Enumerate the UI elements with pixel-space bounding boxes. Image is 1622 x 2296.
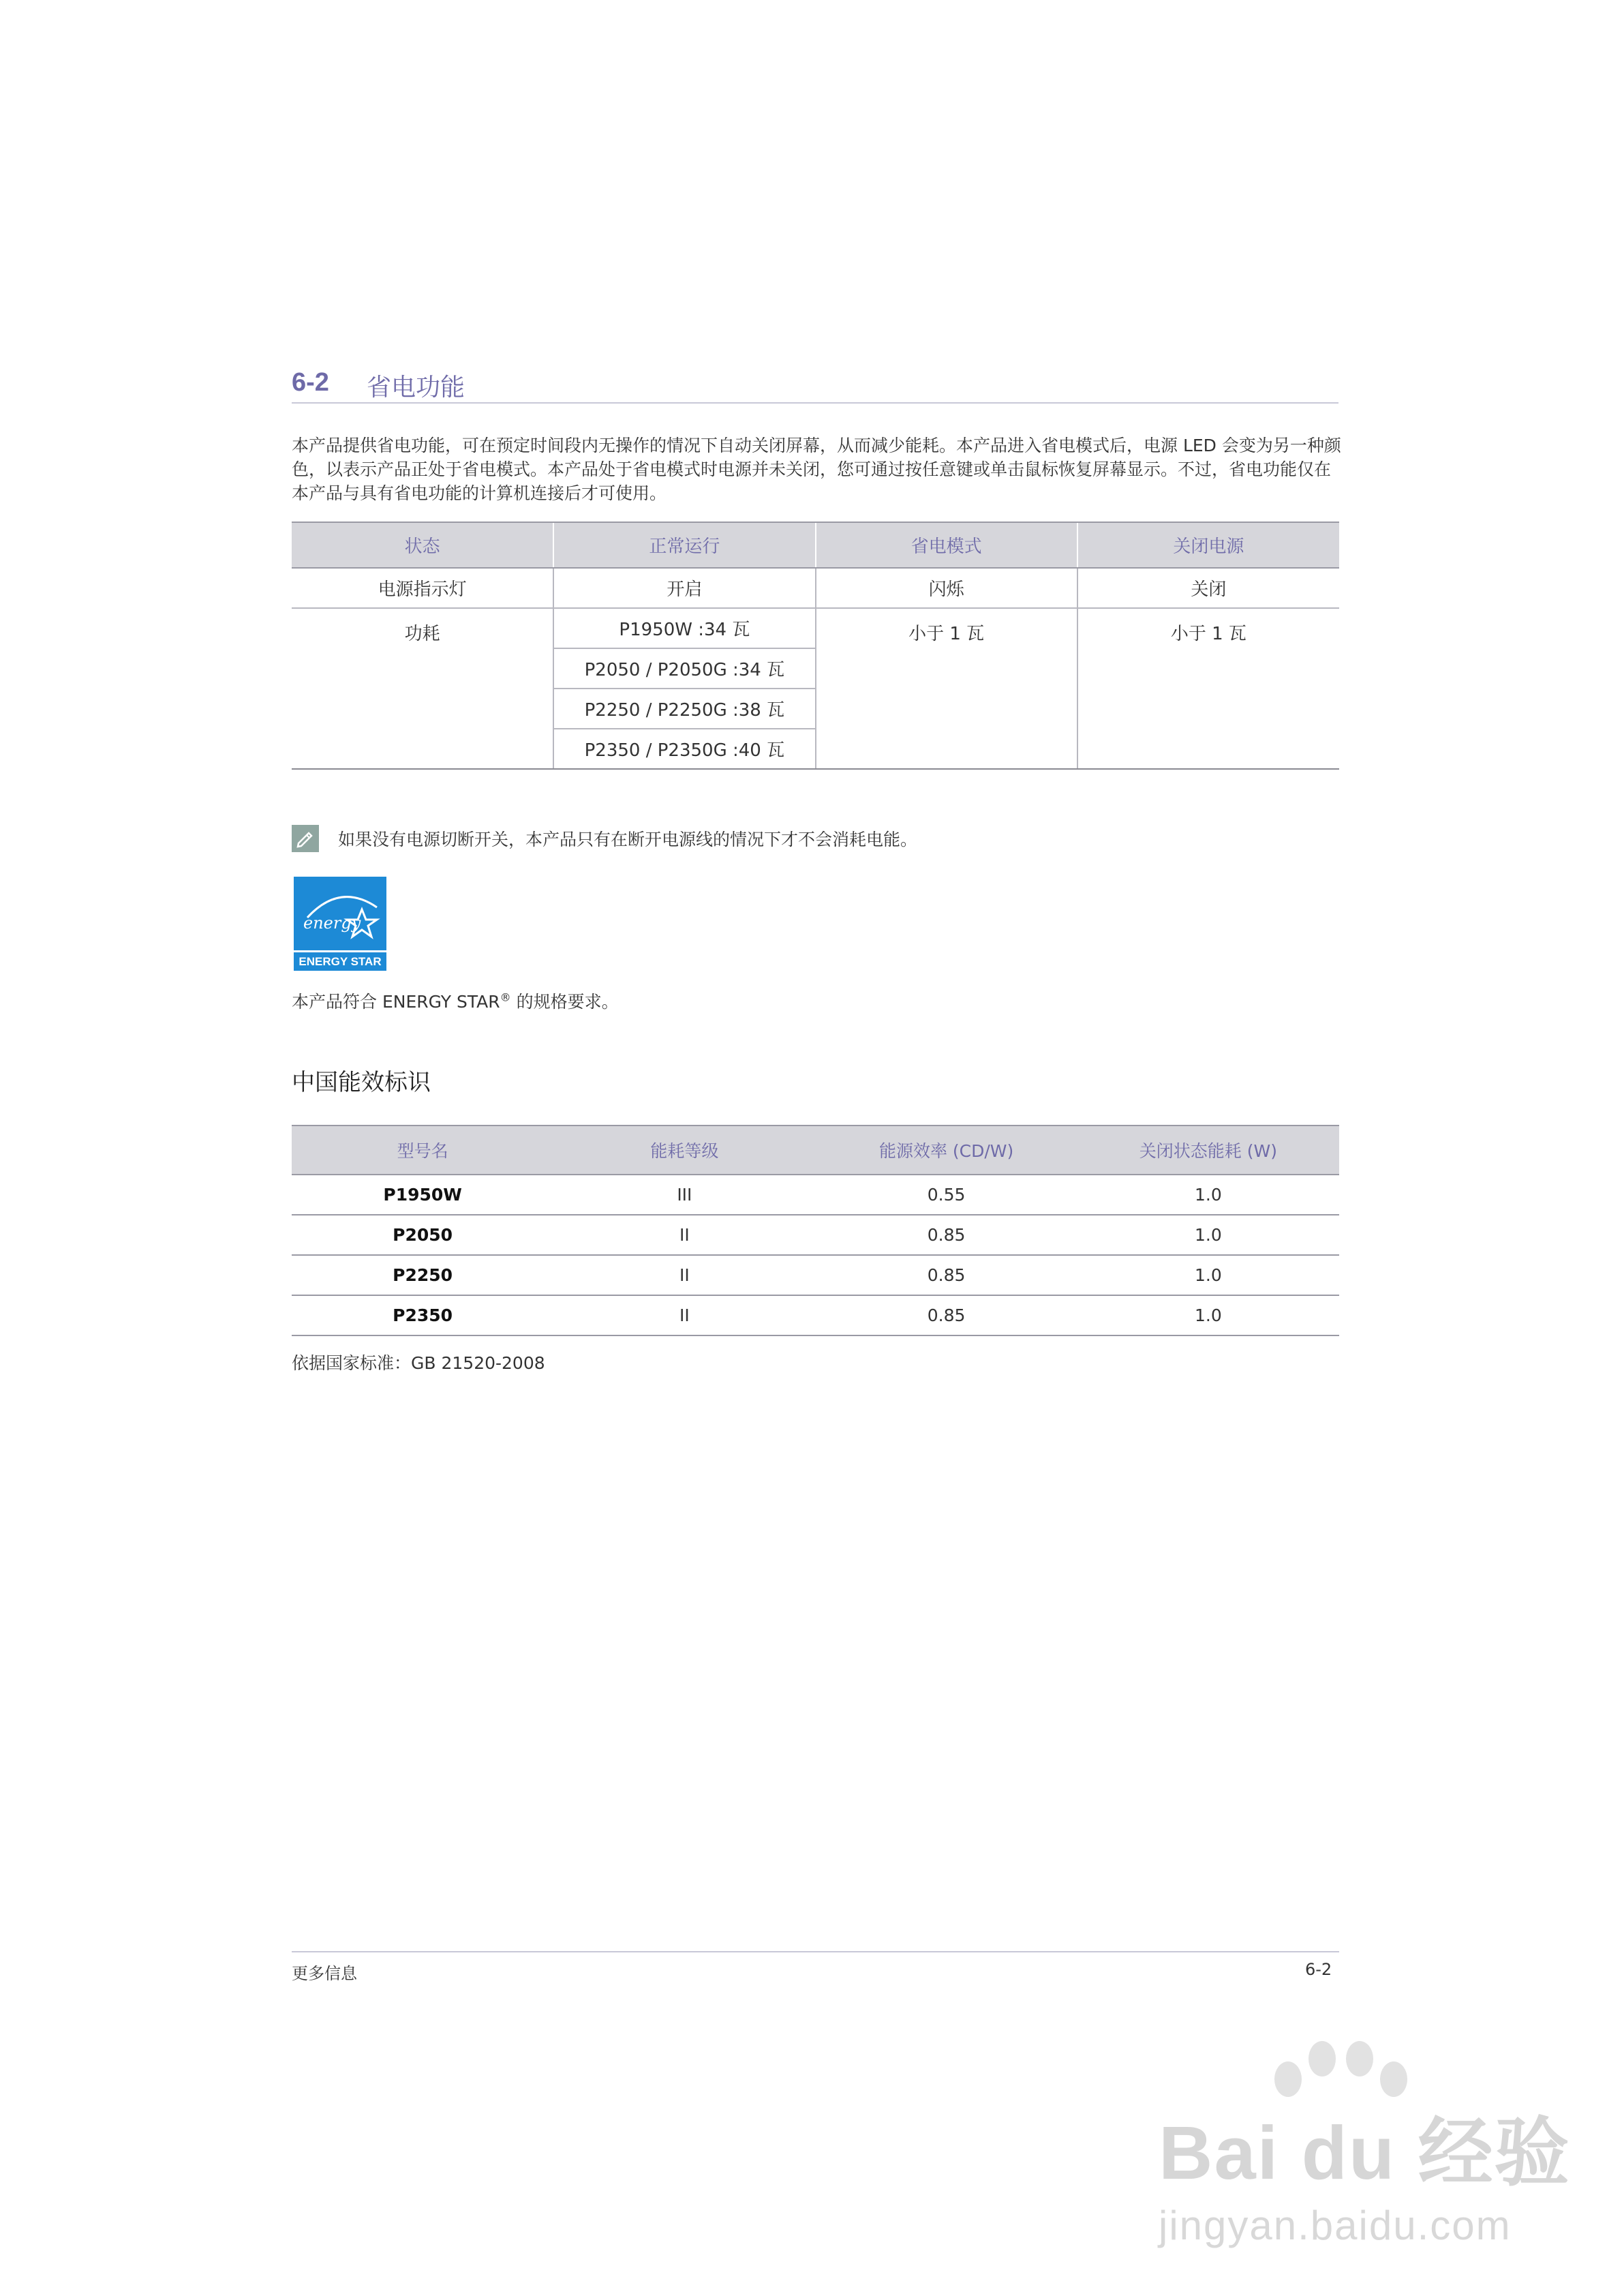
off-power-cell: 1.0 — [1077, 1255, 1339, 1295]
header-grade: 能耗等级 — [553, 1126, 815, 1175]
power-table-header-row — [292, 522, 1339, 568]
table-row — [292, 1175, 1339, 1215]
page-number: 6-2 — [1305, 1960, 1332, 1979]
china-label-title: 中国能效标识 — [292, 1069, 431, 1096]
energy-star-compliance — [292, 988, 619, 1013]
consumption-save-value: 小于 1 瓦 — [816, 608, 1077, 769]
note-text: 如果没有电源切断开关，本产品只有在断开电源线的情况下才不会消耗电能。 — [338, 830, 918, 849]
model-cell: P2350 — [292, 1295, 553, 1335]
header-power-save: 省电模式 — [816, 522, 1077, 568]
table-row — [292, 1295, 1339, 1335]
energy-star-band: ENERGY STAR — [294, 950, 386, 971]
section-heading — [292, 368, 1338, 404]
header-model: 型号名 — [292, 1126, 553, 1175]
efficiency-cell: 0.55 — [816, 1175, 1077, 1215]
table-row — [292, 1215, 1339, 1255]
indicator-save: 闪烁 — [816, 568, 1077, 608]
header-off-power: 关闭状态能耗 (W) — [1077, 1126, 1339, 1175]
grade-cell: II — [553, 1255, 815, 1295]
indicator-label: 电源指示灯 — [292, 568, 553, 608]
watermark-url: jingyan.baidu.com — [1159, 2203, 1512, 2248]
model-cell: P1950W — [292, 1175, 553, 1215]
efficiency-cell: 0.85 — [816, 1295, 1077, 1335]
indicator-normal: 开启 — [553, 568, 815, 608]
compliance-text: 本产品符合 ENERGY STAR — [292, 992, 500, 1012]
consumption-normal-value: P2350 / P2350G :40 瓦 — [553, 729, 815, 769]
consumption-label: 功耗 — [292, 608, 553, 769]
off-power-cell: 1.0 — [1077, 1175, 1339, 1215]
energy-star-script: energy — [303, 913, 361, 933]
header-efficiency: 能源效率 (CD/W) — [816, 1126, 1077, 1175]
model-cell: P2250 — [292, 1255, 553, 1295]
standard-reference: 依据国家标准：GB 21520-2008 — [292, 1353, 545, 1373]
grade-cell: III — [553, 1175, 815, 1215]
power-table — [292, 522, 1339, 770]
china-label-table — [292, 1125, 1339, 1336]
grade-cell: II — [553, 1215, 815, 1255]
consumption-normal-value: P1950W :34 瓦 — [553, 608, 815, 648]
consumption-normal-value: P2250 / P2250G :38 瓦 — [553, 689, 815, 729]
consumption-normal-value: P2050 / P2050G :34 瓦 — [553, 648, 815, 689]
registered-mark: ® — [500, 991, 511, 1004]
indicator-off: 关闭 — [1077, 568, 1339, 608]
section-title: 省电功能 — [367, 374, 465, 402]
consumption-row — [292, 608, 1339, 648]
efficiency-cell: 0.85 — [816, 1255, 1077, 1295]
off-power-cell: 1.0 — [1077, 1295, 1339, 1335]
note-pencil-icon — [292, 825, 319, 852]
header-normal: 正常运行 — [553, 522, 815, 568]
footer-section-name: 更多信息 — [292, 1964, 357, 1983]
footer-divider — [292, 1951, 1339, 1952]
indicator-row — [292, 568, 1339, 608]
header-power-off: 关闭电源 — [1077, 522, 1339, 568]
section-number: 6-2 — [292, 368, 329, 397]
table-row — [292, 1255, 1339, 1295]
grade-cell: II — [553, 1295, 815, 1335]
compliance-suffix: 的规格要求。 — [510, 992, 619, 1012]
model-cell: P2050 — [292, 1215, 553, 1255]
off-power-cell: 1.0 — [1077, 1215, 1339, 1255]
header-state: 状态 — [292, 522, 553, 568]
watermark-brand: Bai du 经验 — [1159, 2111, 1571, 2195]
energy-star-logo — [294, 877, 386, 971]
china-table-header-row — [292, 1126, 1339, 1175]
intro-paragraph: 本产品提供省电功能，可在预定时间段内无操作的情况下自动关闭屏幕，从而减少能耗。本产品进入省电模式后，电源 LED 会变为另一种颜色，以表示产品正处于省电模式。本产品处于省电模式时电源并未关闭，您可通过按任意键或单击鼠标恢复屏幕显示。不过，省电功能仅在本产品与具有省电功能的计算机连接后才可使用。 — [292, 436, 1341, 503]
consumption-off-value: 小于 1 瓦 — [1077, 608, 1339, 769]
efficiency-cell: 0.85 — [816, 1215, 1077, 1255]
